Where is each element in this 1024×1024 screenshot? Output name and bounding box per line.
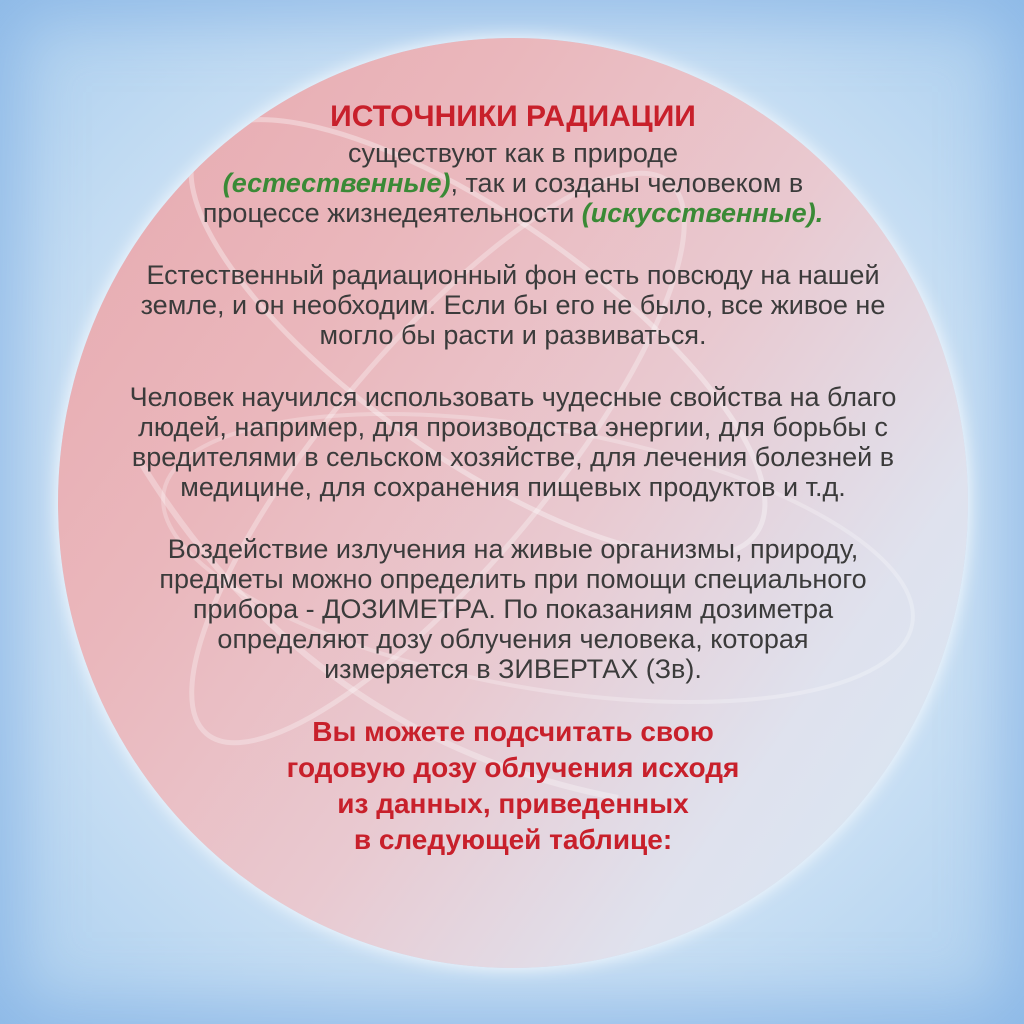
paragraph-line: предметы можно определить при помощи специального [159,564,867,594]
intro-line-3 [58,198,968,228]
callout-text [58,714,968,858]
intro-line-3-end: . [815,198,824,228]
paragraph-line: Воздействие излучения на живые организмы, природу, [167,534,859,564]
natural-term: (естественные) [222,168,451,198]
dosimeter-paragraph [58,534,968,684]
text-content [58,90,968,858]
paragraph-line: земле, и он необходим. Если бы его не было, все живое не [140,290,886,320]
callout-line: Вы можете подсчитать свою [312,716,714,747]
intro-line-1: существуют как в природе [347,138,679,168]
paragraph-line: измеряется в ЗИВЕРТАХ (Зв). [324,654,702,684]
paragraph-line: прибора - ДОЗИМЕТРА. По показаниям дозиметра [192,594,834,624]
paragraph-line: определяют дозу облучения человека, которая [217,624,809,654]
intro-line-3-start: процессе жизнедеятельности [202,198,582,228]
page-title: ИСТОЧНИКИ РАДИАЦИИ [330,100,696,133]
callout-line: годовую дозу облучения исходя [286,752,740,783]
paragraph-line: людей, например, для производства энергии, для борьбы с [138,412,888,442]
natural-background-paragraph [58,260,968,350]
paragraph-line: Естественный радиационный фон есть повсюду на нашей [146,260,880,290]
paragraph-line: могло бы расти и развиваться. [319,320,707,350]
callout-line: в следующей таблице: [353,824,673,855]
intro-paragraph [58,138,968,228]
human-use-paragraph [58,382,968,502]
callout-line: из данных, приведенных [337,788,689,819]
intro-line-2 [58,168,968,198]
artificial-term: (искусственные) [581,198,816,228]
paragraph-line: медицине, для сохранения пищевых продуктов и т.д. [180,472,846,502]
intro-line-2-rest: , так и созданы человеком в [450,168,804,198]
paragraph-line: вредителями в сельском хозяйстве, для лечения болезней в [131,442,895,472]
paragraph-line: Человек научился использовать чудесные свойства на благо [129,382,897,412]
